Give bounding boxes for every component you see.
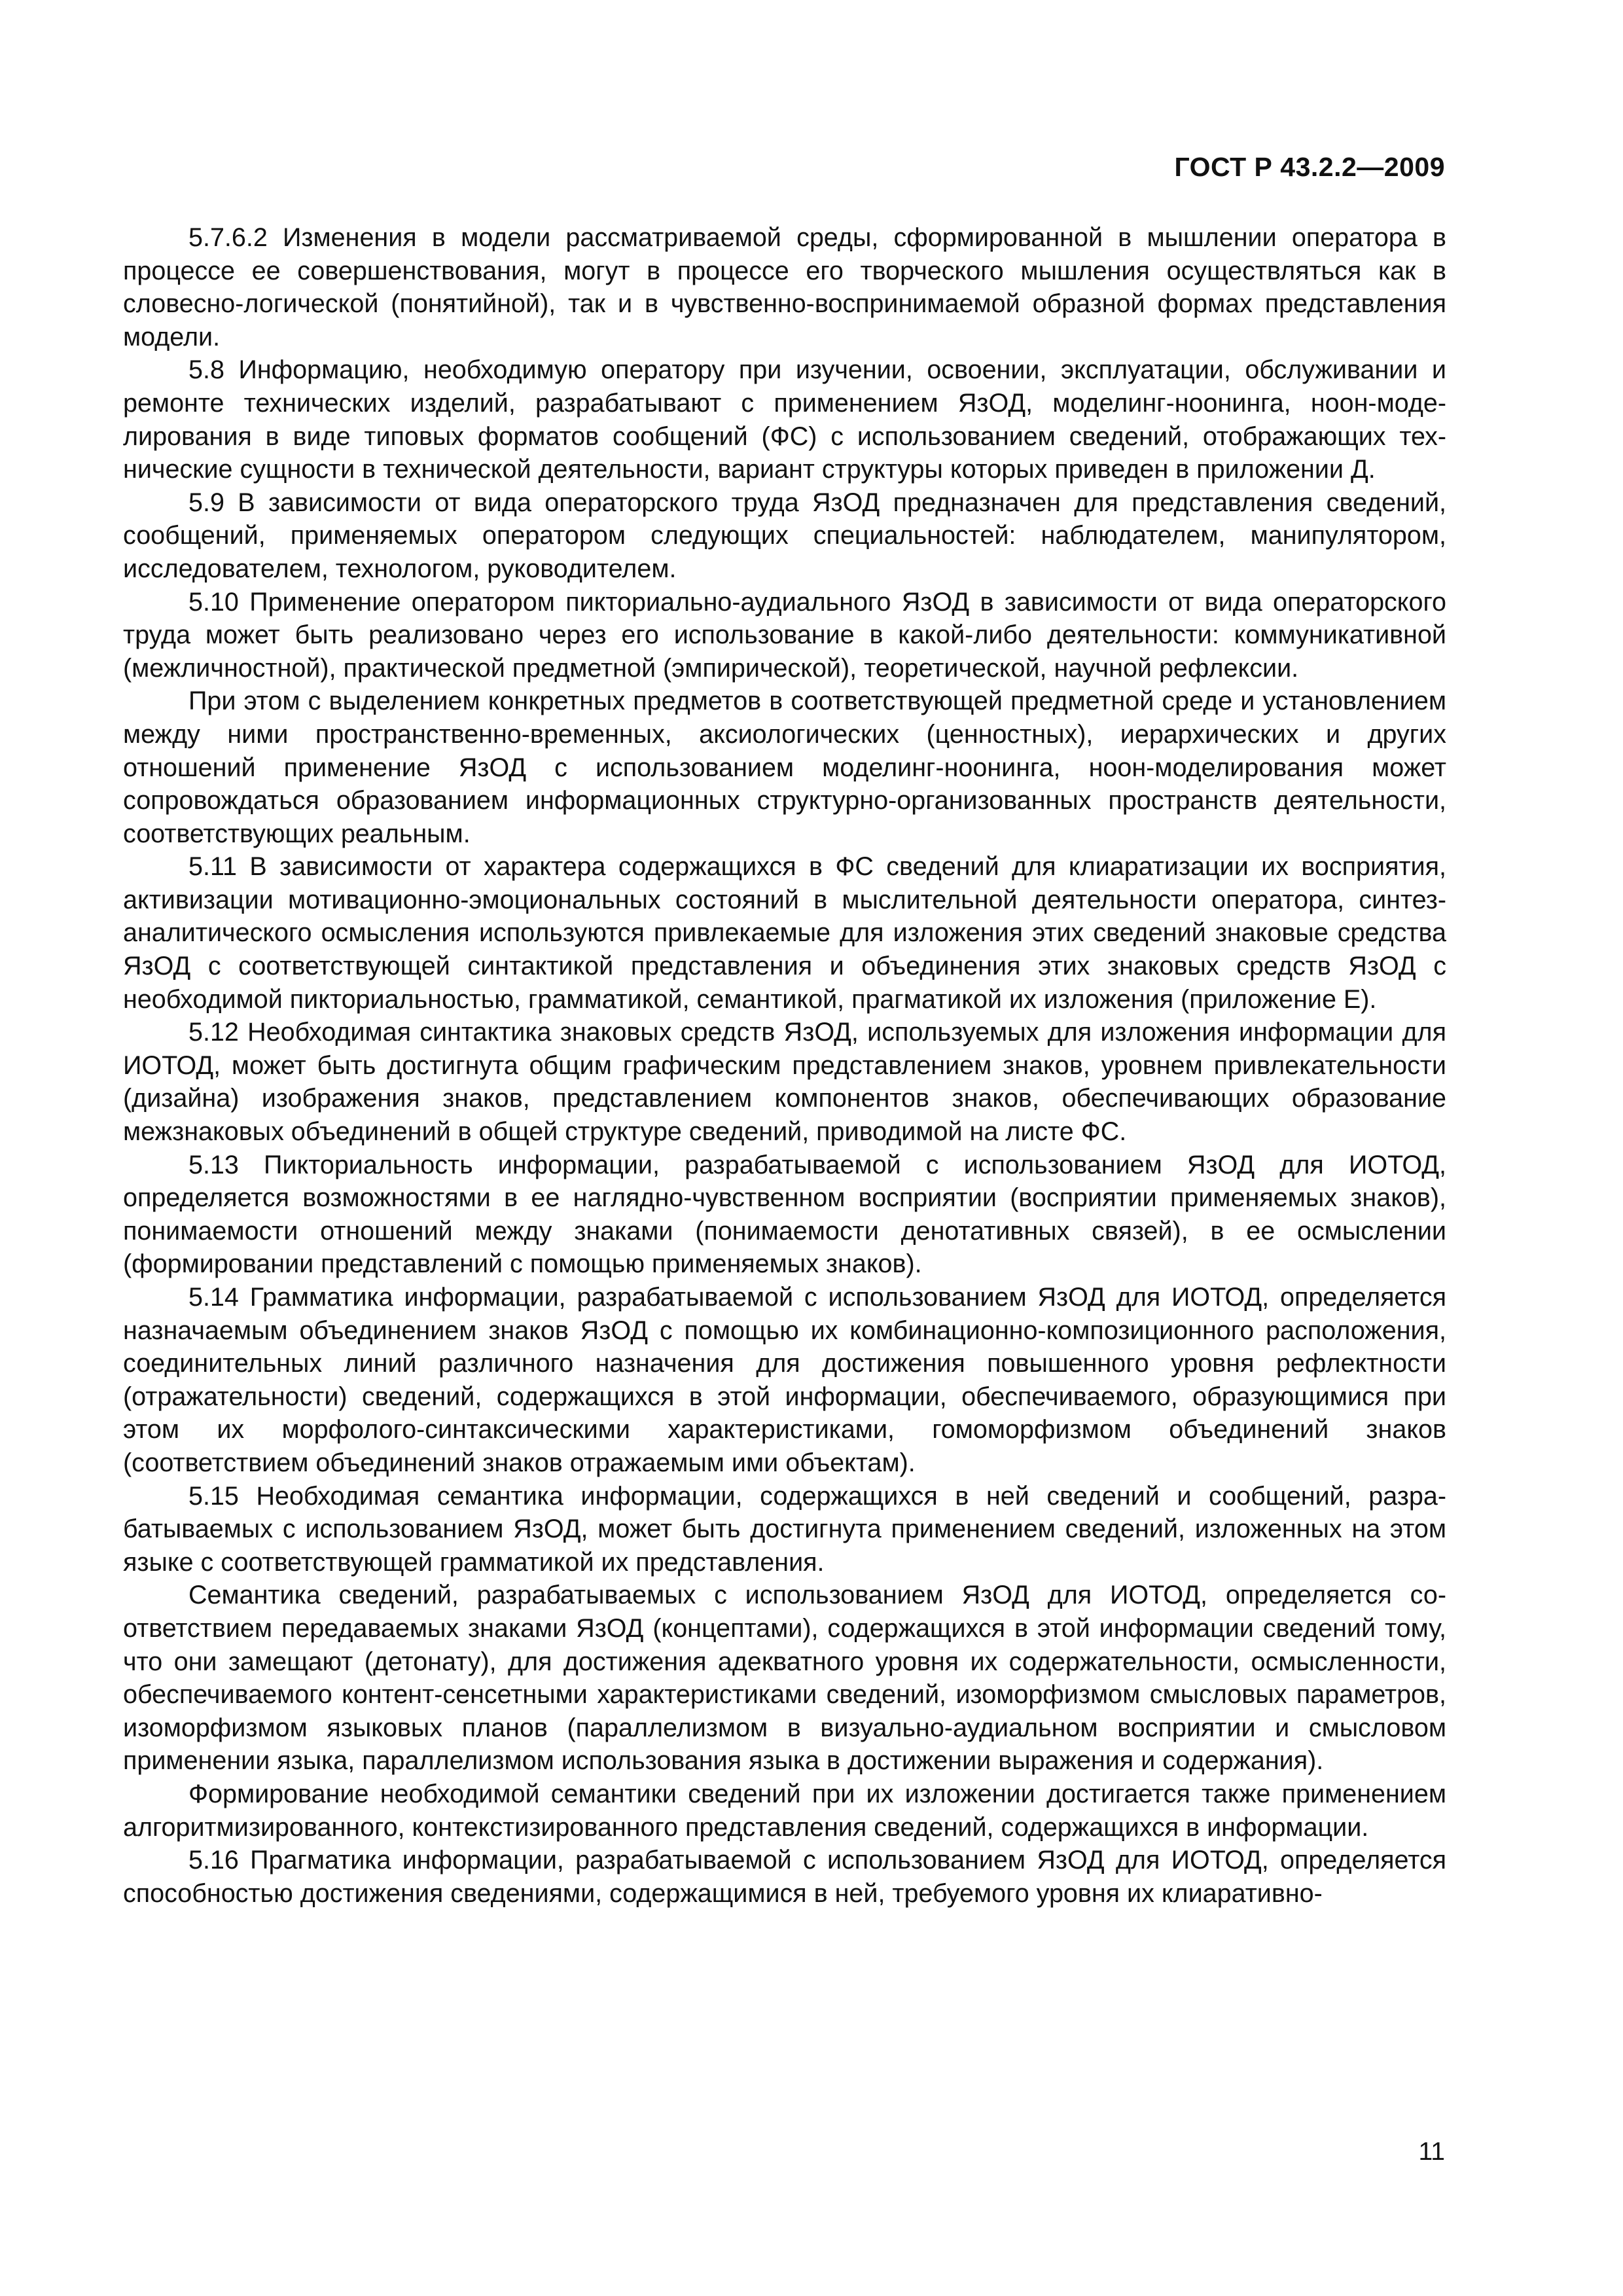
document-body xyxy=(123,221,1446,1910)
paragraph-5-16: 5.16 Прагматика информации, разрабатываемой с использованием ЯзОД для ИОТОД, определяется способностью достижения сведениями, содержащимися в ней, требуемого уровня их клиаративно- xyxy=(123,1846,1446,1908)
paragraph-5-8: 5.8 Информацию, необходимую оператору при изучении, освоении, эксплуатации, обслуживании и ремонте технических изделий, разрабатывают с применением ЯзОД, моделинг-ноонинга, ноон-моделирования в виде типовых форматов сообщений (ФС) с использованием сведений, отображающих технические сущности в технической деятельности, вариант структуры которых приведен в приложении Д. xyxy=(123,355,1446,484)
paragraph-5-7-6-2: 5.7.6.2 Изменения в модели рассматриваемой среды, сформированной в мышлении оператора в процессе ее совершенствования, могут в процессе его творческого мышления осуществляться как в словесно-логической (понятийной), так и в чувственно-воспринимаемой образной формах представления модели. xyxy=(123,223,1446,351)
paragraph-5-15-formation: Формирование необходимой семантики сведений при их изложении достигается также применением алгоритмизированного, контекстизированного представления сведений, содержащихся в информации. xyxy=(123,1779,1446,1842)
paragraph-5-10-continuation: При этом с выделением конкретных предметов в соответствующей предметной среде и установлением между ними пространственно-временных, аксиологических (ценностных), иерархических и других отношений применение ЯзОД с использованием моделинг-ноонинга, ноон-моделирования может сопровождаться образованием информационных структурно-организованных пространств деятельности, соответствующих реальным. xyxy=(123,687,1446,848)
paragraph-5-13: 5.13 Пикториальность информации, разрабатываемой с использованием ЯзОД для ИОТОД, определяется возможностями в ее наглядно-чувственном восприятии (восприятии применяемых знаков), понимаемости отношений между знаками (понимаемости денотативных связей), в ее осмыслении (формировании представлений с помощью применяемых знаков). xyxy=(123,1150,1446,1279)
paragraph-5-9: 5.9 В зависимости от вида операторского труда ЯзОД предназначен для представления сведений, сообщений, применяемых оператором следующих специальностей: наблюдателем, манипулятором, исследователем, технологом, руководителем. xyxy=(123,488,1446,583)
paragraph-5-10: 5.10 Применение оператором пикториально-аудиального ЯзОД в зависимости от вида операторского труда может быть реализовано через его использование в какой-либо деятельности: коммуникативной (межличностной), практической предметной (эмпирической), теоретической, научной рефлексии. xyxy=(123,587,1446,683)
paragraph-5-15-semantics: Семантика сведений, разрабатываемых с использованием ЯзОД для ИОТОД, определяется соответствием передаваемых знаками ЯзОД (концептами), содержащихся в этой информации сведений тому, что они замещают (детонату), для достижения адекватного уровня их содержательности, осмысленности, обеспечиваемого контент-сенсетными характеристиками сведений, изоморфизмом смысловых параметров, изоморфизмом языковых планов (параллелизмом в визуально-аудиальном восприятии и смысловом применении языка, параллелизмом использования языка в достижении выражения и содержания). xyxy=(123,1581,1446,1776)
paragraph-5-12: 5.12 Необходимая синтактика знаковых средств ЯзОД, используемых для изложения информации для ИОТОД, может быть достигнута общим графическим представлением знаков, уровнем привлекательности (дизайна) изображения знаков, представлением компонентов знаков, обеспечивающих образование межзнаковых объединений в общей структуре сведений, приводимой на листе ФС. xyxy=(123,1018,1446,1147)
paragraph-5-15: 5.15 Необходимая семантика информации, содержащихся в ней сведений и сообщений, разрабатываемых с использованием ЯзОД, может быть достигнута применением сведений, изложенных на этом языке с соответствующей грамматикой их представления. xyxy=(123,1481,1446,1577)
paragraph-5-14: 5.14 Грамматика информации, разрабатываемой с использованием ЯзОД для ИОТОД, определяется назначаемым объединением знаков ЯзОД с помощью их комбинационно-композиционного расположения, соединительных линий различного назначения для достижения повышенного уровня рефлектности (отражательности) сведений, содержащихся в этой информации, обеспечиваемого, образующимися при этом их морфолого-синтаксическими характеристиками, гомоморфизмом объединений знаков (соответствием объединений знаков отражаемым ими объектам). xyxy=(123,1283,1446,1477)
page-number: 11 xyxy=(1418,2138,1445,2166)
document-code-header: ГОСТ Р 43.2.2—2009 xyxy=(1174,152,1445,182)
paragraph-5-11: 5.11 В зависимости от характера содержащихся в ФС сведений для клиаратизации их восприятия, активизации мотивационно-эмоциональных состояний в мыслительной деятельности оператора, синтез-аналитического осмысления используются привлекаемые для изложения этих сведений знаковые средства ЯзОД с соответствующей синтактикой представления и объединения этих знаковых средств ЯзОД с необходимой пикториальностью, грамматикой, семантикой, прагматикой их изложения (приложение Е). xyxy=(123,852,1446,1014)
